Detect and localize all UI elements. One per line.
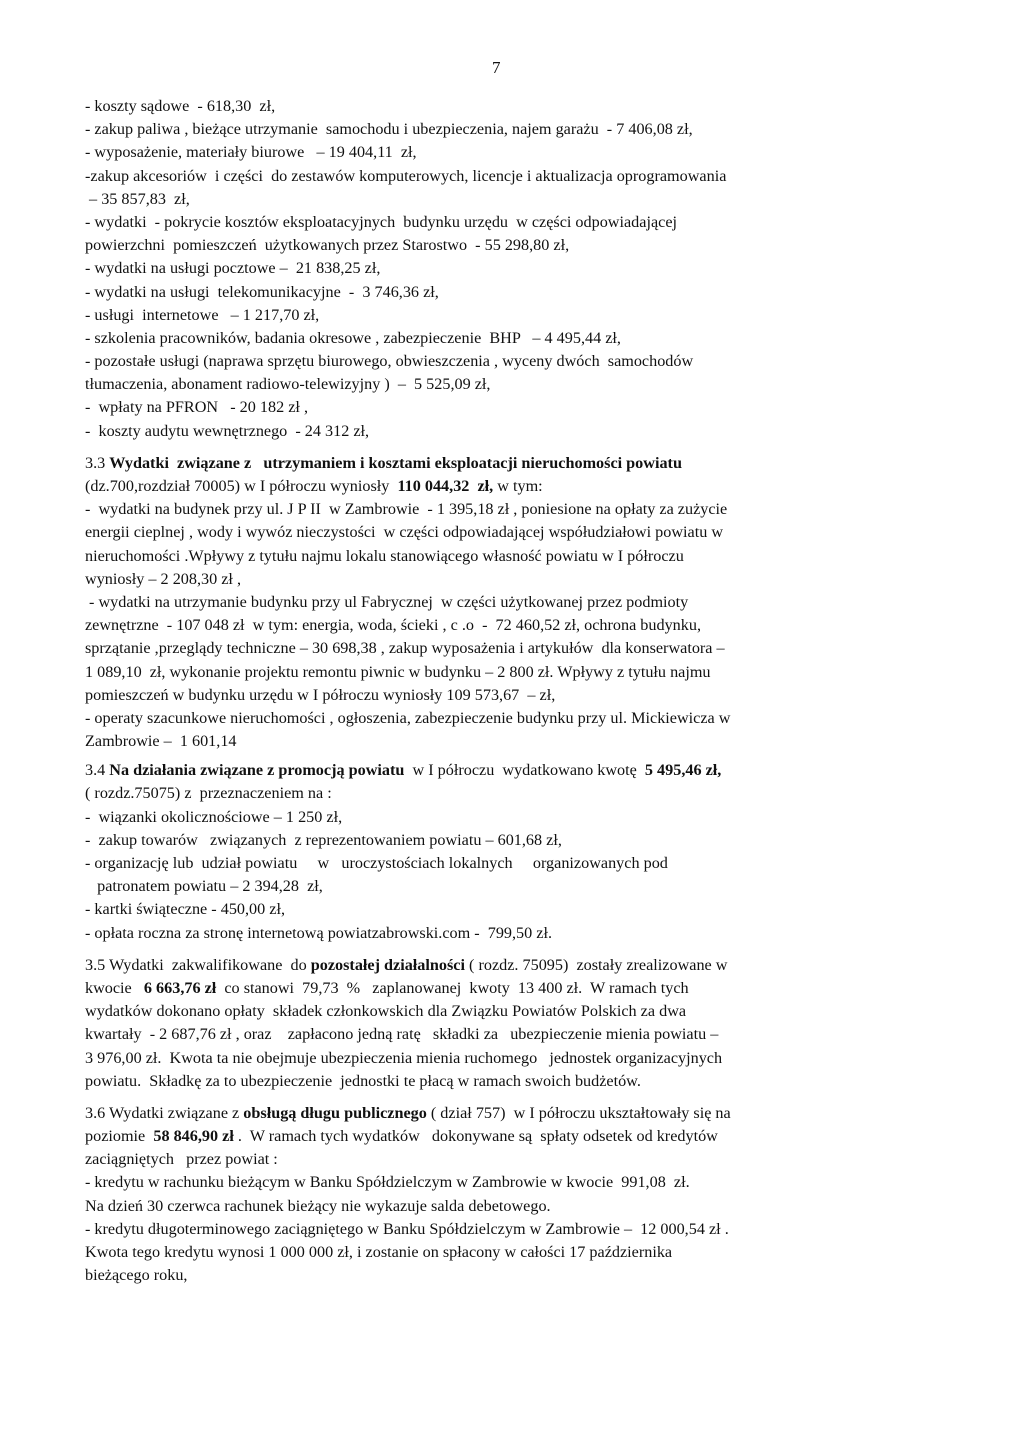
text-line: - wpłaty na PFRON - 20 182 zł , xyxy=(85,398,309,417)
text-line: - opłata roczna za stronę internetową powiatzabrowski.com - 799,50 zł. xyxy=(85,923,553,942)
section-3-4-items xyxy=(85,806,915,945)
text-line: tłumaczenia, abonament radiowo-telewizyjny ) – 5 525,09 zł, xyxy=(85,375,491,394)
section-3-6-body xyxy=(85,1148,915,1287)
text-line: - kartki świąteczne - 450,00 zł, xyxy=(85,900,286,919)
text-line: powierzchni pomieszczeń użytkowanych przez Starostwo - 55 298,80 zł, xyxy=(85,236,570,255)
text-line: - zakup towarów związanych z reprezentowaniem powiatu – 601,68 zł, xyxy=(85,830,562,849)
expense-list xyxy=(85,95,915,443)
text-line: - wydatki na usługi telekomunikacyjne - 3 746,36 zł, xyxy=(85,282,439,301)
document-body xyxy=(85,95,915,1287)
text-line: sprzątanie ,przeglądy techniczne – 30 698,38 , zakup wyposażenia i artykułów dla konserwatora – xyxy=(85,639,725,658)
section-3-3-body xyxy=(85,498,915,753)
text-line: - kredytu w rachunku bieżącym w Banku Spółdzielczym w Zambrowie w kwocie 991,08 zł. xyxy=(85,1173,690,1192)
section-3-5-body xyxy=(85,1000,915,1093)
text-line: patronatem powiatu – 2 394,28 zł, xyxy=(85,877,323,896)
text-line: - organizację lub udział powiatu w uroczystościach lokalnych organizowanych pod xyxy=(85,854,668,872)
text-line: - wydatki na budynek przy ul. J P II w Zambrowie - 1 395,18 zł , poniesione na opłaty za zużycie xyxy=(85,500,728,519)
text-line: powiatu. Składkę za to ubezpieczenie jednostki te płacą w ramach swoich budżetów. xyxy=(85,1071,641,1090)
text-line: - pozostałe usługi (naprawa sprzętu biurowego, obwieszczenia , wyceny dwóch samochodów xyxy=(85,352,694,371)
section-3-4-subheading: ( rozdz.75075) z przeznaczeniem na : xyxy=(85,784,332,803)
section-3-5-amount-line: kwocie 6 663,76 zł co stanowi 79,73 % zaplanowanej kwoty 13 400 zł. W ramach tych xyxy=(85,978,689,997)
text-line: - wyposażenie, materiały biurowe – 19 404,11 zł, xyxy=(85,143,417,162)
text-line: -zakup akcesoriów i części do zestawów komputerowych, licencje i aktualizacja oprogramowania xyxy=(85,166,727,185)
page-number: 7 xyxy=(492,58,501,77)
text-line: pomieszczeń w budynku urzędu w I półroczu wyniosły 109 573,67 – zł, xyxy=(85,685,556,704)
text-line: - operaty szacunkowe nieruchomości , ogłoszenia, zabezpieczenie budynku przy ul. Mickiewicza w xyxy=(85,708,731,727)
text-line: - szkolenia pracowników, badania okresowe , zabezpieczenie BHP – 4 495,44 zł, xyxy=(85,328,621,347)
section-3-4-heading: 3.4 Na działania związane z promocją powiatu w I półroczu wydatkowano kwotę 5 495,46 zł, xyxy=(85,761,722,780)
text-line: bieżącego roku, xyxy=(85,1266,188,1285)
text-line: wyniosły – 2 208,30 zł , xyxy=(85,569,242,588)
section-3-3-summary: (dz.700,rozdział 70005) w I półroczu wyniosły 110 044,32 zł, w tym: xyxy=(85,477,543,495)
text-line: Na dzień 30 czerwca rachunek bieżący nie wykazuje salda debetowego. xyxy=(85,1196,551,1215)
text-line: zewnętrzne - 107 048 zł w tym: energia, woda, ścieki , c .o - 72 460,52 zł, ochrona budynku, xyxy=(85,616,702,635)
section-3-6-heading: 3.6 Wydatki związane z obsługą długu publicznego ( dział 757) w I półroczu ukształtowały się na xyxy=(85,1103,731,1122)
text-line: kwartały - 2 687,76 zł , oraz zapłacono jedną ratę składki za ubezpieczenie mienia powiatu – xyxy=(85,1025,719,1044)
text-line: - usługi internetowe – 1 217,70 zł, xyxy=(85,305,320,324)
text-line: nieruchomości .Wpływy z tytułu najmu lokalu stanowiącego własność powiatu w I półroczu xyxy=(85,546,684,565)
section-3-3-heading: 3.3 Wydatki związane z utrzymaniem i kosztami eksploatacji nieruchomości powiatu xyxy=(85,453,682,472)
text-line: energii cieplnej , wody i wywóz nieczystości w części odpowiadającej współudziałowi powiatu w xyxy=(85,523,724,542)
section-3-5-heading: 3.5 Wydatki zakwalifikowane do pozostałej działalności ( rozdz. 75095) zostały zrealizowane w xyxy=(85,955,728,974)
text-line: 3 976,00 zł. Kwota ta nie obejmuje ubezpieczenia mienia ruchomego jednostek organizacyjnych xyxy=(85,1048,723,1067)
text-line: - wiązanki okolicznościowe – 1 250 zł, xyxy=(85,807,343,826)
section-3-6-amount-line: poziomie 58 846,90 zł . W ramach tych wydatków dokonywane są spłaty odsetek od kredytów xyxy=(85,1127,718,1146)
text-line: - koszty audytu wewnętrznego - 24 312 zł, xyxy=(85,421,370,440)
text-line: - koszty sądowe - 618,30 zł, xyxy=(85,97,276,115)
text-line: - kredytu długoterminowego zaciągniętego w Banku Spółdzielczym w Zambrowie – 12 000,54 zł . xyxy=(85,1219,729,1238)
text-line: Kwota tego kredytu wynosi 1 000 000 zł, i zostanie on spłacony w całości 17 października xyxy=(85,1243,673,1261)
text-line: - wydatki - pokrycie kosztów eksploatacyjnych budynku urzędu w części odpowiadającej xyxy=(85,212,677,231)
text-line: 1 089,10 zł, wykonanie projektu remontu piwnic w budynku – 2 800 zł. Wpływy z tytułu najmu xyxy=(85,662,711,681)
text-line: - wydatki na utrzymanie budynku przy ul Fabrycznej w części użytkowanej przez podmioty xyxy=(85,592,689,611)
text-line: - wydatki na usługi pocztowe – 21 838,25 zł, xyxy=(85,259,381,278)
text-line: Zambrowie – 1 601,14 xyxy=(85,732,237,751)
text-line: zaciągniętych przez powiat : xyxy=(85,1150,278,1169)
text-line: - zakup paliwa , bieżące utrzymanie samochodu i ubezpieczenia, najem garażu - 7 406,08 zł, xyxy=(85,120,693,139)
text-line: – 35 857,83 zł, xyxy=(85,189,190,208)
text-line: wydatków dokonano opłaty składek członkowskich dla Związku Powiatów Polskich za dwa xyxy=(85,1002,687,1021)
